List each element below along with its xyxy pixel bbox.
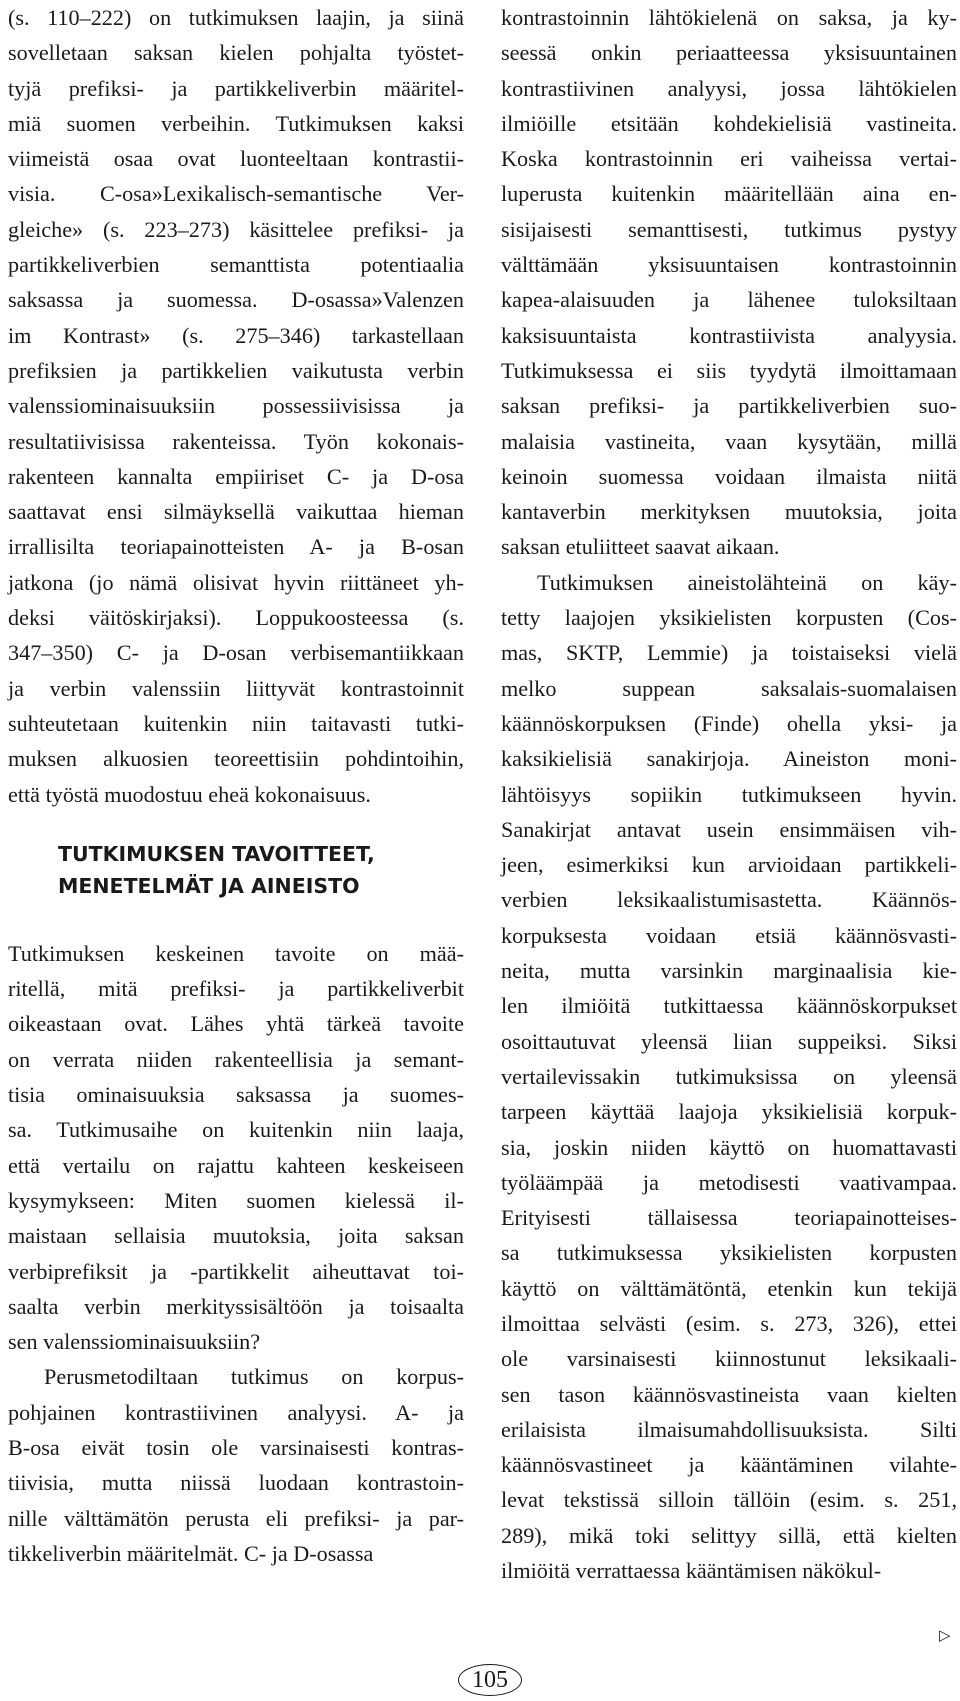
text-line: viimeistä osaa ovat luonteeltaan kontrastii- <box>8 146 464 172</box>
text-line: im Kontrast» (s. 275–346) tarkastellaan <box>8 322 464 348</box>
text-line: B-osa eivät tosin ole varsinaisesti kontras- <box>8 1434 464 1460</box>
text-line: Tutkimuksen keskeinen tavoite on mää- <box>8 940 464 966</box>
text-line: len ilmiöitä tutkittaessa käännöskorpukset <box>501 993 957 1019</box>
text-line: kapea-alaisuuden ja lähenee tuloksiltaan <box>501 287 957 313</box>
text-line: seessä onkin periaatteessa yksisuuntainen <box>501 40 957 66</box>
text-line: osoittautuvat yleensä liian suppeiksi. Siksi <box>501 1028 957 1054</box>
text-line: sen valenssiominaisuuksiin? <box>8 1329 261 1355</box>
text-line: verbiprefiksit ja -partikkelit aiheuttavat toi- <box>8 1258 464 1284</box>
text-line: ilmoittaa selvästi (esim. s. 273, 326), ettei <box>501 1310 957 1336</box>
text-line: sovelletaan saksan kielen pohjalta työstet- <box>8 40 464 66</box>
text-line: jatkona (jo nämä olisivat hyvin riittäneet yh- <box>8 569 464 595</box>
text-line: mas, SKTP, Lemmie) ja toistaiseksi vielä <box>501 640 957 666</box>
text-line: ja verbin valenssiin liittyvät kontrastoinnit <box>8 675 464 701</box>
text-line: käännöskorpuksen (Finde) ohella yksi- ja <box>501 710 957 736</box>
text-line: (s. 110–222) on tutkimuksen laajin, ja siinä <box>8 5 464 30</box>
text-line: sa tutkimuksessa yksikielisten korpusten <box>501 1240 957 1266</box>
text-line: kontrastoinnin lähtökielenä on saksa, ja ky- <box>501 5 957 30</box>
text-line: valenssiominaisuuksiin possessiivisissa ja <box>8 393 464 419</box>
text-line: kaksikielisiä sanakirjoja. Aineiston moni- <box>501 746 957 772</box>
text-line: Perusmetodiltaan tutkimus on korpus- <box>44 1364 464 1390</box>
section-heading <box>8 838 464 902</box>
text-line: gleiche» (s. 223–273) käsittelee prefiksi- ja <box>8 216 464 242</box>
heading-line: TUTKIMUKSEN TAVOITTEET, <box>58 841 375 866</box>
text-line: 289), mikä toki selittyy sillä, että kielten <box>501 1522 957 1548</box>
text-line: korpuksesta voidaan etsiä käännösvasti- <box>501 922 957 948</box>
text-line: Sanakirjat antavat usein ensimmäisen vih- <box>501 816 957 842</box>
text-line: visia. C-osa»Lexikalisch-semantische Ver- <box>8 181 464 207</box>
text-line: levat tekstissä silloin tällöin (esim. s. 251, <box>501 1487 957 1513</box>
text-line: muksen alkuosien teoreettisiin pohdintoihin, <box>8 746 464 772</box>
text-line: jeen, esimerkiksi kun arvioidaan partikkeli- <box>501 852 957 878</box>
text-line: on verrata niiden rakenteellisia ja semant- <box>8 1046 464 1072</box>
paragraph-method <box>8 1359 464 1571</box>
text-line: deksi väitöskirjaksi). Loppukoosteessa (s. <box>8 605 464 631</box>
paragraph-contrastive-analysis <box>501 0 957 565</box>
text-line: että vertailu on rajattu kahteen keskeiseen <box>8 1152 464 1178</box>
page-number: 105 <box>458 1664 522 1696</box>
text-line: neita, mutta varsinkin marginaalisia kie- <box>501 958 957 984</box>
text-line: luperusta kuitenkin määritellään aina en- <box>501 181 957 207</box>
heading-line: MENETELMÄT JA AINEISTO <box>58 873 360 898</box>
paragraph-corpora <box>501 565 957 1589</box>
text-line: erilaisista ilmaisumahdollisuuksista. Silti <box>501 1416 957 1442</box>
text-line: keinoin suomessa voidaan ilmaista niitä <box>501 463 957 489</box>
text-line: välttämään yksisuuntaisen kontrastoinnin <box>501 252 957 278</box>
text-line: sen tason käännösvastineista vaan kielten <box>501 1381 957 1407</box>
text-line: lähtöisyys sopiikin tutkimukseen hyvin. <box>501 781 957 807</box>
text-line: saattavat ensi silmäyksellä vaikuttaa hieman <box>8 499 464 525</box>
text-line: että työstä muodostuu eheä kokonaisuus. <box>8 781 371 807</box>
text-line: melko suppean saksalais-suomalaisen <box>501 675 957 701</box>
text-line: verbien leksikaalistumisastetta. Käännös- <box>501 887 957 913</box>
text-line: kysymykseen: Miten suomen kielessä il- <box>8 1187 464 1213</box>
text-line: saksan prefiksi- ja partikkeliverbien suo- <box>501 393 957 419</box>
paragraph-intro-overview <box>8 0 464 812</box>
text-line: rakenteen kannalta empiiriset C- ja D-osa <box>8 463 464 489</box>
text-line: pohjainen kontrastiivinen analyysi. A- ja <box>8 1399 464 1425</box>
text-line: tarpeen käyttää laajoja yksikielisiä korpuk- <box>501 1099 957 1125</box>
text-line: maistaan sellaisia muutoksia, joita saksan <box>8 1223 464 1249</box>
text-line: ilmiöille etsitään kohdekielisiä vastineita. <box>501 110 957 136</box>
text-line: tiivisia, mutta niissä luodaan kontrastoin- <box>8 1470 464 1496</box>
text-line: saksan etuliitteet saavat aikaan. <box>501 534 780 560</box>
left-column <box>8 0 464 1571</box>
text-line: käyttö on välttämätöntä, etenkin kun tekijä <box>501 1275 957 1301</box>
text-line: saksassa ja suomessa. D-osassa»Valenzen <box>8 287 464 313</box>
paragraph-goals <box>8 936 464 1360</box>
text-line: sa. Tutkimusaihe on kuitenkin niin laaja, <box>8 1117 464 1143</box>
text-line: ritellä, mitä prefiksi- ja partikkeliverbit <box>8 976 464 1002</box>
text-line: irrallisilta teoriapainotteisten A- ja B-osan <box>8 534 464 560</box>
text-line: ilmiöitä verrattaessa kääntämisen näkökul- <box>501 1558 882 1584</box>
text-line: Tutkimuksen aineistolähteinä on käy- <box>537 569 957 595</box>
text-line: tikkeliverbin määritelmät. C- ja D-osassa <box>8 1540 374 1566</box>
text-line: oikeastaan ovat. Lähes yhtä tärkeä tavoite <box>8 1011 464 1037</box>
text-line: sisijaisesti semanttisesti, tutkimus pystyy <box>501 216 957 242</box>
text-line: vertailevissakin tutkimuksissa on yleensä <box>501 1063 957 1089</box>
text-line: suhteutetaan kuitenkin niin taitavasti tutki- <box>8 710 464 736</box>
text-line: käännösvastineet ja kääntäminen vilahte- <box>501 1452 957 1478</box>
text-line: saalta verbin merkityssisältöön ja toisaalta <box>8 1293 464 1319</box>
text-line: työläämpää ja metodisesti vaativampaa. <box>501 1169 957 1195</box>
text-line: 347–350) C- ja D-osan verbisemantiikkaan <box>8 640 464 666</box>
text-line: kantaverbin merkityksen muutoksia, joita <box>501 499 957 525</box>
text-line: Koska kontrastoinnin eri vaiheissa vertai- <box>501 146 957 172</box>
text-line: Tutkimuksessa ei siis tyydytä ilmoittamaan <box>501 357 957 383</box>
continue-arrow-icon: ▷ <box>939 1626 951 1644</box>
text-line: nille välttämätön perusta eli prefiksi- ja par- <box>8 1505 464 1531</box>
text-line: miä suomen verbeihin. Tutkimuksen kaksi <box>8 110 464 136</box>
text-line: kontrastiivinen analyysi, jossa lähtökielen <box>501 75 957 101</box>
text-line: prefiksien ja partikkelien vaikutusta verbin <box>8 357 464 383</box>
right-column <box>501 0 957 1588</box>
text-line: resultatiivisissa rakenteissa. Työn kokonais- <box>8 428 464 454</box>
text-line: Erityisesti tällaisessa teoriapainotteises- <box>501 1205 957 1231</box>
text-line: ole varsinaisesti kiinnostunut leksikaali- <box>501 1346 957 1372</box>
text-line: partikkeliverbien semanttista potentiaalia <box>8 252 464 278</box>
text-line: tisia ominaisuuksia saksassa ja suomes- <box>8 1082 464 1108</box>
text-line: tetty laajojen yksikielisten korpusten (Cos- <box>501 605 957 631</box>
text-line: tyjä prefiksi- ja partikkeliverbin määritel- <box>8 75 464 101</box>
text-line: sia, joskin niiden käyttö on huomattavasti <box>501 1134 957 1160</box>
text-line: malaisia vastineita, vaan kysytään, millä <box>501 428 957 454</box>
text-line: kaksisuuntaista kontrastiivista analyysia. <box>501 322 957 348</box>
